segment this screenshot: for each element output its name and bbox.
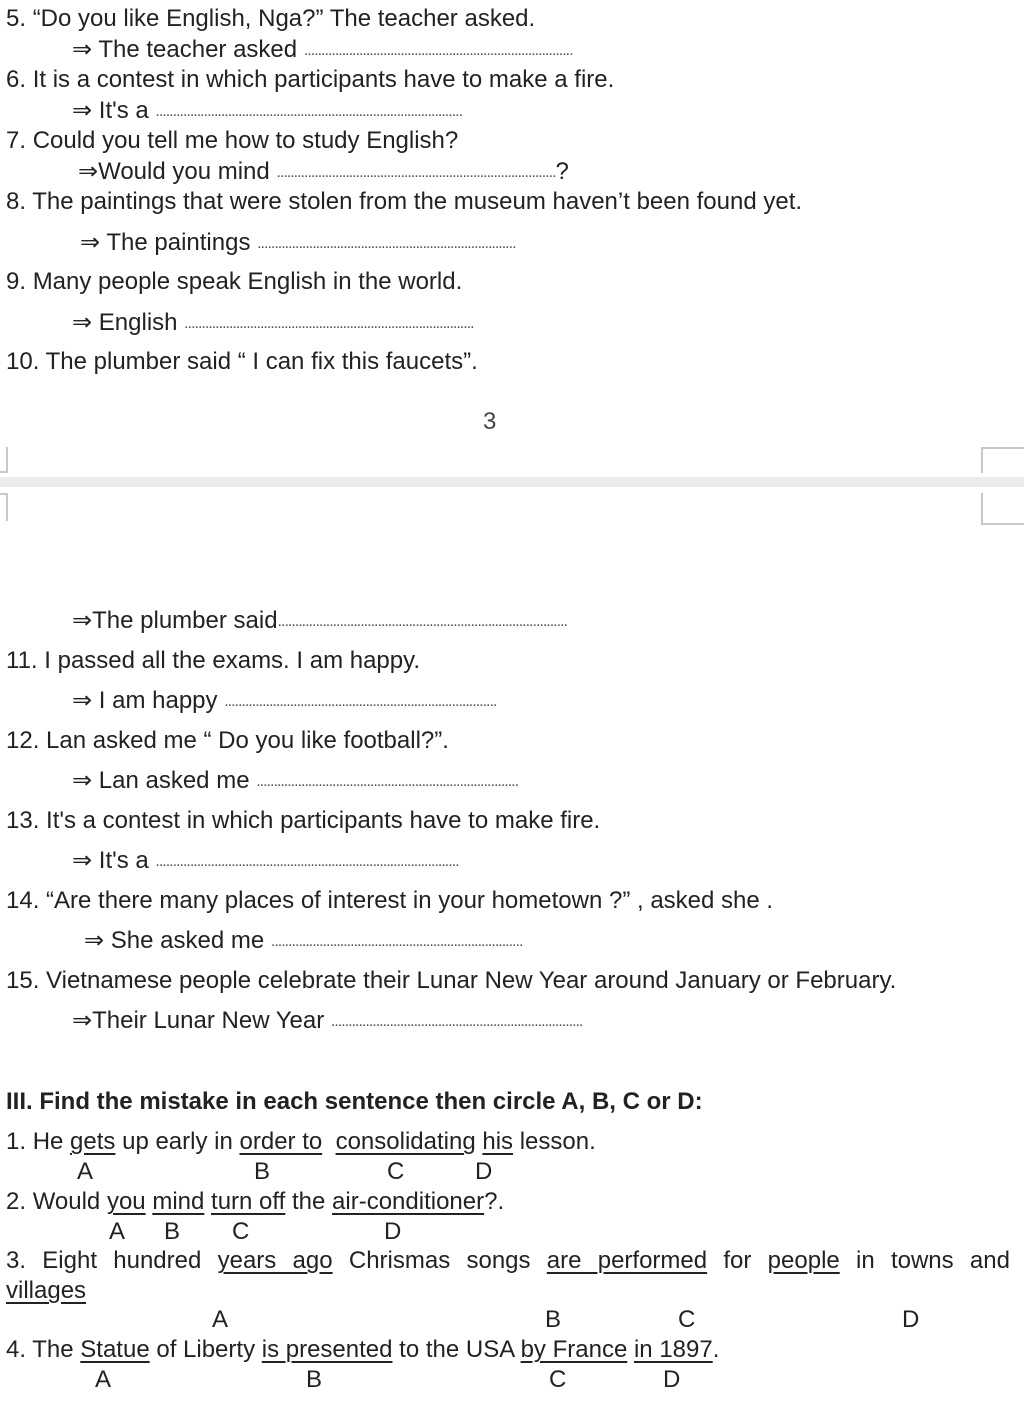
option-b[interactable]: B	[164, 1218, 181, 1245]
option-b[interactable]: B	[254, 1158, 271, 1185]
answer-prompt: ⇒ The paintings	[80, 229, 251, 256]
answer-prompt: ⇒ English	[72, 309, 178, 336]
answer-blank: ....................................................................................	[277, 613, 567, 630]
crop-mark-top-left	[0, 447, 8, 473]
item-9-question	[6, 267, 462, 297]
mistake-question-3-continued: villages	[6, 1277, 87, 1304]
answer-prompt: ⇒The plumber said	[72, 607, 278, 634]
item-13-question	[6, 806, 600, 836]
answer-prompt: ⇒Would you mind	[78, 158, 270, 185]
option-d[interactable]: D	[475, 1158, 493, 1185]
item-8-question	[6, 187, 802, 217]
option-c[interactable]: C	[549, 1366, 567, 1393]
option-b[interactable]: B	[545, 1306, 562, 1333]
answer-blank: ...............................................................................	[224, 693, 497, 710]
answer-blank: .................................................................................	[276, 164, 556, 181]
item-5-question	[6, 4, 535, 34]
answer-prompt: ⇒Their Lunar New Year	[72, 1007, 325, 1034]
answer-blank: ............................................................................	[256, 773, 519, 790]
item-9-answer[interactable]	[72, 308, 474, 339]
item-10-question	[6, 347, 478, 377]
item-text: Could you tell me how to study English?	[32, 127, 459, 154]
item-text: I passed all the exams. I am happy.	[44, 647, 421, 674]
item-number: 13.	[6, 807, 40, 834]
item-text: The paintings that were stolen from the museum haven’t been found yet.	[32, 188, 803, 215]
option-a[interactable]: A	[95, 1366, 112, 1393]
item-number: 11.	[6, 647, 38, 674]
mistake-question-1: 1. He gets up early in order to consolidating his lesson.	[6, 1128, 596, 1155]
item-6-question	[6, 65, 614, 95]
item-8-answer[interactable]	[80, 228, 516, 259]
item-14-answer[interactable]	[84, 926, 522, 957]
item-text: Vietnamese people celebrate their Lunar New Year around January or February.	[46, 967, 897, 994]
item-number: 5.	[6, 5, 27, 32]
answer-prompt: ⇒ She asked me	[84, 927, 265, 954]
item-11-answer[interactable]	[72, 686, 496, 717]
crop-mark-bottom-left	[0, 493, 8, 521]
item-14-question	[6, 886, 773, 916]
option-d[interactable]: D	[384, 1218, 402, 1245]
answer-blank: ...........................................................................	[257, 235, 516, 252]
option-c[interactable]: C	[232, 1218, 250, 1245]
option-a[interactable]: A	[77, 1158, 94, 1185]
item-6-answer[interactable]	[72, 96, 462, 127]
item-number: 8.	[6, 188, 27, 215]
item-5-answer[interactable]	[72, 35, 573, 66]
crop-mark-top-right	[981, 447, 1024, 473]
item-text: It is a contest in which participants have to make a fire.	[32, 66, 615, 93]
answer-blank: ..............................................................................	[303, 42, 573, 59]
option-c[interactable]: C	[387, 1158, 405, 1185]
item-number: 15.	[6, 967, 40, 994]
item-text: “Do you like English, Nga?” The teacher asked.	[32, 5, 536, 32]
option-b[interactable]: B	[306, 1366, 323, 1393]
option-d[interactable]: D	[663, 1366, 681, 1393]
item-text: Lan asked me “ Do you like football?”.	[46, 727, 449, 754]
answer-blank: ........................................................................................	[155, 853, 459, 870]
item-13-answer[interactable]	[72, 846, 459, 877]
answer-end: ?	[555, 158, 569, 185]
answer-prompt: ⇒ The teacher asked	[72, 36, 298, 63]
answer-blank: ....................................................................................	[184, 315, 474, 332]
item-10-answer[interactable]	[72, 606, 567, 637]
item-7-answer[interactable]	[78, 157, 569, 188]
mistake-question-3: 3. Eight hundred years ago Chrismas songs are performed for people in towns and	[6, 1247, 1010, 1274]
item-15-question	[6, 966, 896, 996]
section-3-heading: III. Find the mistake in each sentence then circle A, B, C or D:	[6, 1088, 703, 1115]
item-12-question	[6, 726, 449, 756]
answer-blank: .........................................................................	[270, 933, 523, 950]
item-number: 9.	[6, 268, 27, 295]
answer-blank: .........................................................................	[330, 1013, 583, 1030]
option-d[interactable]: D	[902, 1306, 920, 1333]
item-number: 12.	[6, 727, 40, 754]
item-text: Many people speak English in the world.	[32, 268, 463, 295]
item-12-answer[interactable]	[72, 766, 518, 797]
item-text: It's a contest in which participants have to make fire.	[46, 807, 601, 834]
option-c[interactable]: C	[678, 1306, 696, 1333]
page-break	[0, 477, 1024, 487]
answer-prompt: ⇒ It's a	[72, 847, 149, 874]
item-number: 14.	[6, 887, 40, 914]
answer-prompt: ⇒ It's a	[72, 97, 149, 124]
item-7-question	[6, 126, 458, 156]
answer-blank: .........................................................................................	[155, 103, 463, 120]
item-text: “Are there many places of interest in your hometown ?” , asked she .	[46, 887, 774, 914]
option-a[interactable]: A	[212, 1306, 229, 1333]
answer-prompt: ⇒ I am happy	[72, 687, 218, 714]
item-11-question	[6, 646, 420, 676]
crop-mark-bottom-right	[981, 493, 1024, 525]
item-number: 7.	[6, 127, 27, 154]
mistake-question-2: 2. Would you mind turn off the air-conditioner?.	[6, 1188, 505, 1215]
option-a[interactable]: A	[109, 1218, 126, 1245]
item-number: 6.	[6, 66, 27, 93]
item-15-answer[interactable]	[72, 1006, 582, 1037]
page-number: 3	[483, 408, 497, 435]
item-text: The plumber said “ I can fix this faucets”.	[45, 348, 478, 375]
item-number: 10.	[6, 348, 40, 375]
answer-prompt: ⇒ Lan asked me	[72, 767, 250, 794]
mistake-question-4: 4. The Statue of Liberty is presented to the USA by France in 1897.	[6, 1336, 720, 1363]
